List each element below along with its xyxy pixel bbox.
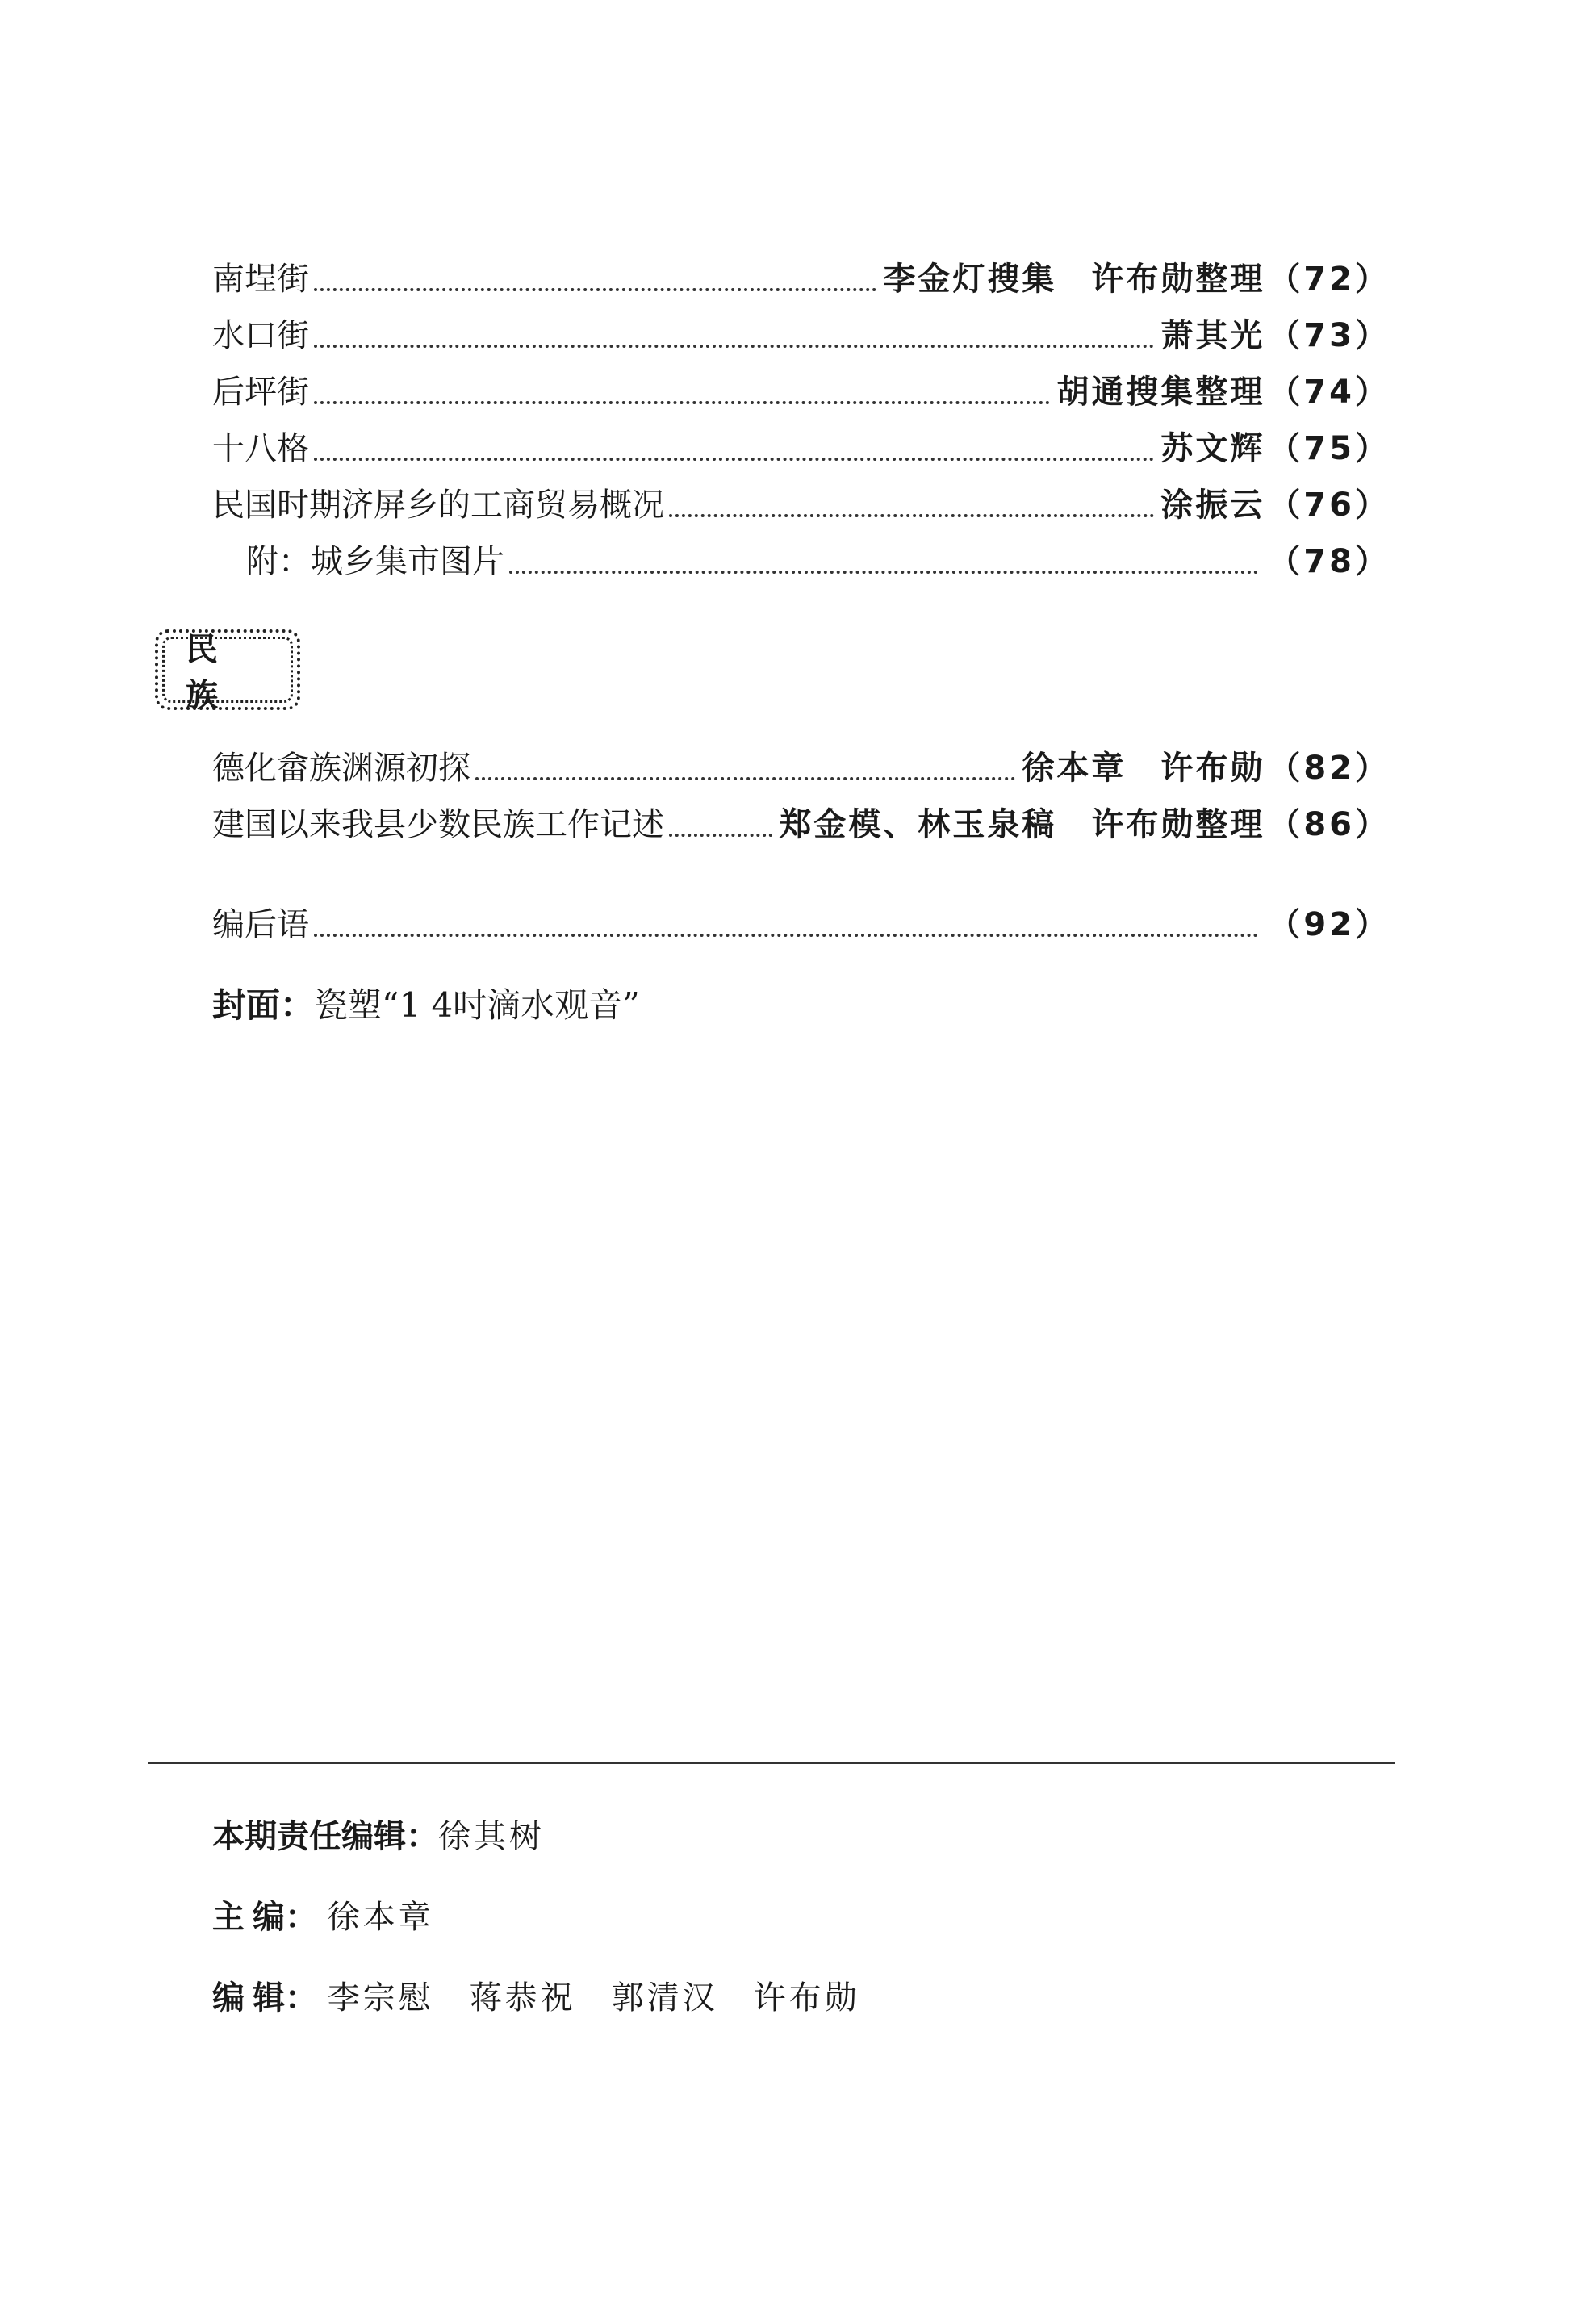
credit-editor-in-charge bbox=[212, 1812, 545, 1861]
toc-entry bbox=[212, 365, 1390, 413]
toc-entry bbox=[212, 741, 1390, 789]
toc-entry bbox=[212, 308, 1390, 357]
toc-entry-page: （74） bbox=[1268, 374, 1390, 411]
toc-entry-page: （76） bbox=[1268, 487, 1390, 524]
toc-entry-page: （86） bbox=[1268, 806, 1390, 843]
section-heading: 民族 bbox=[162, 637, 293, 703]
cover-note bbox=[212, 981, 640, 1030]
toc-entry bbox=[212, 797, 1390, 846]
toc-entry-author: 郑金模、林玉泉稿 许布勋整理 bbox=[779, 806, 1265, 843]
toc-entry-title: 德化畲族渊源初探 bbox=[212, 750, 470, 787]
credit-label: 本期责任编辑： bbox=[212, 1818, 438, 1855]
credit-label-char: 主 bbox=[212, 1899, 245, 1936]
credit-chief-editor bbox=[212, 1893, 434, 1942]
divider-rule bbox=[148, 1762, 1395, 1764]
toc-entry-page: （78） bbox=[1268, 543, 1390, 580]
toc-entry-page: （82） bbox=[1268, 750, 1390, 787]
dot-leader bbox=[314, 458, 1154, 461]
toc-entry bbox=[212, 252, 1390, 300]
dot-leader bbox=[314, 288, 876, 291]
toc-entry bbox=[212, 478, 1390, 526]
toc-entry bbox=[212, 421, 1390, 470]
dot-leader bbox=[314, 401, 1050, 404]
toc-entry-author: 苏文辉 bbox=[1160, 430, 1265, 467]
toc-entry-title: 后坪街 bbox=[212, 374, 309, 411]
toc-entry-author: 萧其光 bbox=[1160, 317, 1265, 354]
section-heading-box bbox=[155, 629, 300, 714]
dot-leader bbox=[669, 514, 1154, 517]
credit-editors bbox=[212, 1974, 860, 2022]
toc-entry-author: 涂振云 bbox=[1160, 487, 1265, 524]
toc-entry-afterword bbox=[212, 897, 1390, 946]
dot-leader bbox=[509, 571, 1258, 574]
cover-text: 瓷塑“1 4吋滴水观音” bbox=[314, 985, 640, 1025]
toc-entry-author: 胡通搜集整理 bbox=[1056, 374, 1265, 411]
toc-entry-title: 建国以来我县少数民族工作记述 bbox=[212, 806, 664, 843]
credit-label-char: 辑： bbox=[253, 1979, 317, 2017]
credit-label-char: 编： bbox=[253, 1899, 317, 1936]
toc-entry-page: （72） bbox=[1268, 261, 1390, 298]
dot-leader bbox=[314, 345, 1154, 348]
toc-entry-title: 水口街 bbox=[212, 317, 309, 354]
toc-entry-page: （92） bbox=[1268, 906, 1390, 943]
credit-label-char: 编 bbox=[212, 1979, 245, 2017]
toc-entry-page: （73） bbox=[1268, 317, 1390, 354]
toc-entry-title: 民国时期济屏乡的工商贸易概况 bbox=[212, 487, 664, 524]
toc-entry-title: 南埕街 bbox=[212, 261, 309, 298]
toc-entry-title: 编后语 bbox=[212, 906, 309, 943]
cover-label: 封面： bbox=[212, 985, 315, 1025]
dot-leader bbox=[669, 834, 772, 837]
dot-leader bbox=[475, 777, 1015, 780]
toc-entry-title: 十八格 bbox=[212, 430, 309, 467]
credit-label bbox=[212, 1893, 317, 1942]
toc-entry-author: 李金灯搜集 许布勋整理 bbox=[883, 261, 1265, 298]
credit-label bbox=[212, 1974, 317, 2022]
credit-value: 徐本章 bbox=[327, 1899, 434, 1936]
toc-entry-author: 徐本章 许布勋 bbox=[1022, 750, 1265, 787]
credit-value: 徐其树 bbox=[438, 1818, 545, 1855]
credit-value: 李宗慰 蒋恭祝 郭清汉 许布勋 bbox=[327, 1979, 860, 2017]
dot-leader bbox=[314, 934, 1258, 937]
toc-entry-page: （75） bbox=[1268, 430, 1390, 467]
toc-entry bbox=[246, 534, 1390, 583]
toc-entry-title: 附：城乡集市图片 bbox=[246, 543, 504, 580]
